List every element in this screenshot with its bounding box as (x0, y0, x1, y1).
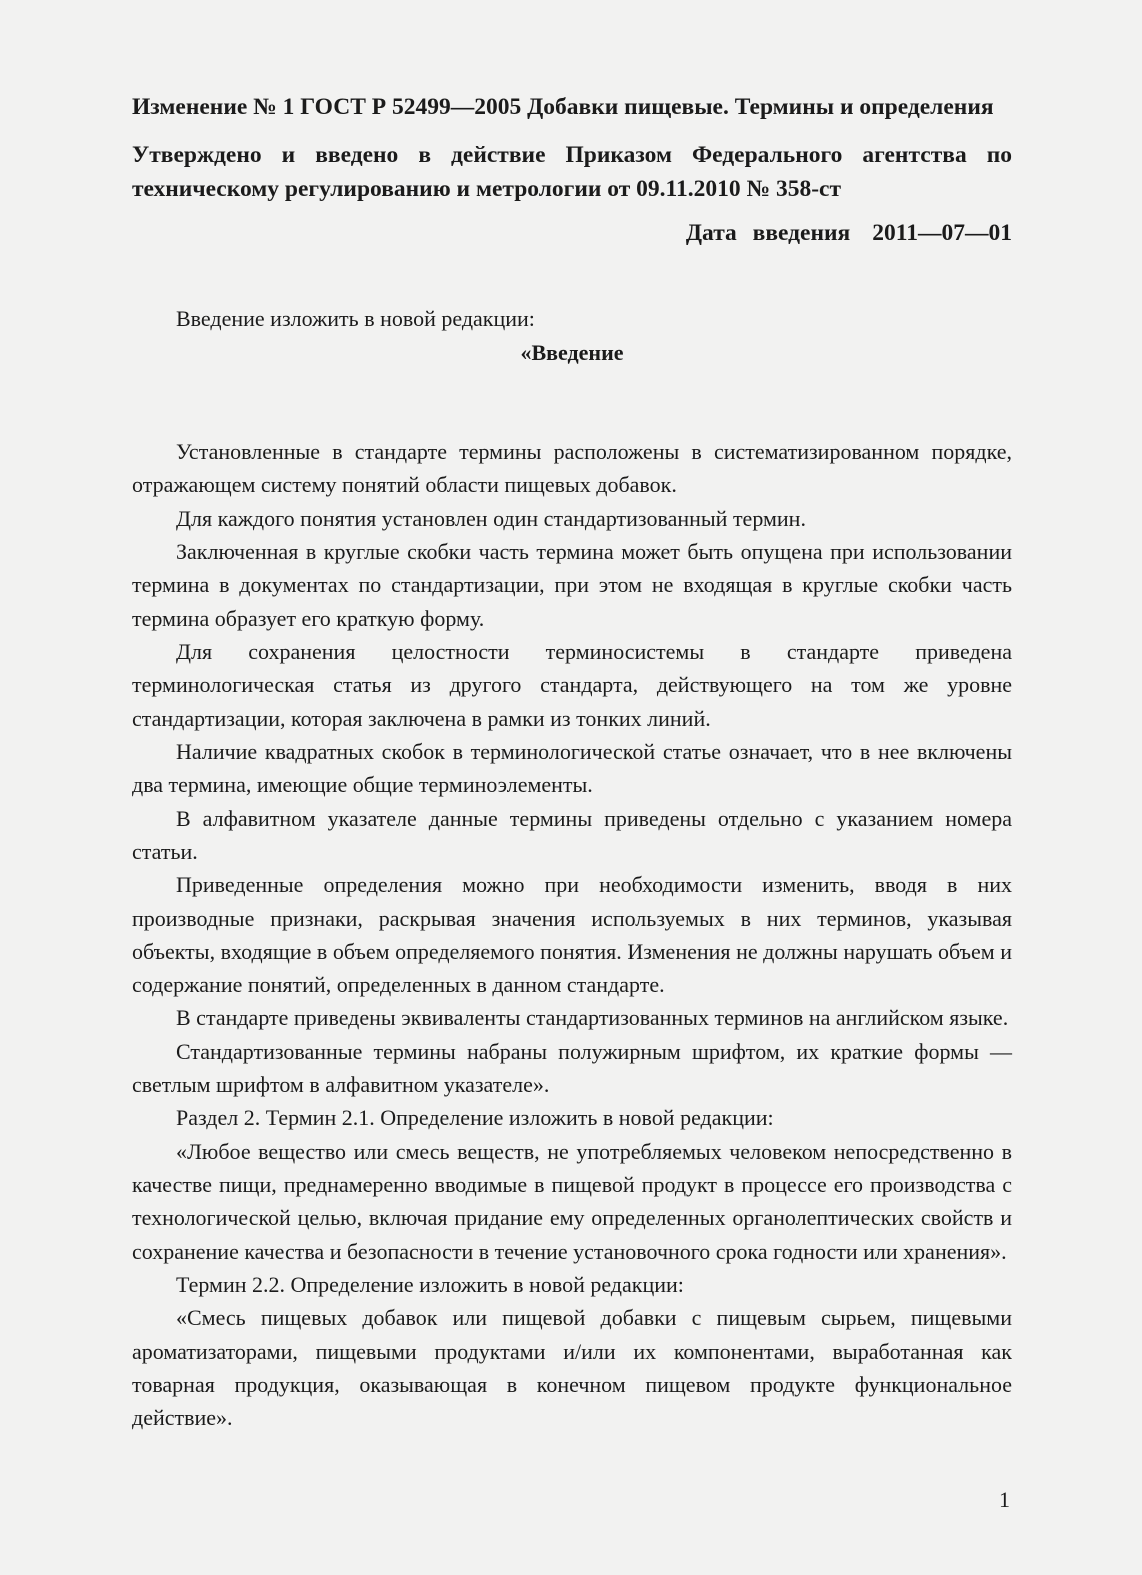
paragraph: «Смесь пищевых добавок или пищевой добавки с пищевым сырьем, пищевыми ароматизаторами, пищевыми продуктами и/или их компонентами, выработанная как товарная продукция, оказывающая в конечном пищевом продукте функциональное действие». (132, 1305, 1012, 1431)
paragraph: В алфавитном указателе данные термины приведены отдельно с указанием номера статьи. (132, 805, 1012, 864)
paragraph: Стандартизованные термины набраны полужирным шрифтом, их краткие формы — светлым шрифтом в алфавитном указателе». (132, 1038, 1012, 1098)
effective-date-value: 2011—07—01 (872, 220, 1012, 247)
paragraph: Приведенные определения можно при необходимости изменить, вводя в них производные признаки, раскрывая значения используемых в них терминов, указывая объекты, входящие в объем определяемого понятия. Изменения не должны нарушать объем и содержание понятий, определенных в данном стандарте. (132, 872, 1012, 998)
intro-instruction: Введение изложить в новой редакции: (176, 306, 535, 332)
document-title: Изменение № 1 ГОСТ Р 52499—2005 Добавки пищевые. Термины и определения (132, 94, 994, 120)
paragraph: Термин 2.2. Определение изложить в новой редакции: (176, 1272, 684, 1298)
document-body (132, 302, 1012, 1435)
paragraph: В стандарте приведены эквиваленты стандартизованных терминов на английском языке. (176, 1005, 1009, 1031)
paragraph: Раздел 2. Термин 2.1. Определение изложить в новой редакции: (176, 1105, 774, 1131)
paragraph: Установленные в стандарте термины расположены в систематизированном порядке, отражающем систему понятий области пищевых добавок. (132, 438, 1012, 498)
approval-statement: Утверждено и введено в действие Приказом Федерального агентства по техническому регулированию и метрологии от 09.11.2010 № 358-ст (132, 142, 1012, 203)
paragraph: «Любое вещество или смесь веществ, не употребляемых человеком непосредственно в качестве пищи, преднамеренно вводимые в пищевой продукт в процессе его производства с технологической целью, включая придание ему определенных органолептических свойств и сохранение качества и безопасности в течение установочного срока годности или хранения». (132, 1138, 1012, 1264)
effective-date-label: Дата введения (685, 220, 851, 247)
paragraph: Наличие квадратных скобок в терминологической статье означает, что в нее включены два термина, имеющие общие терминоэлементы. (132, 738, 1012, 798)
effective-date-line (132, 216, 1012, 250)
paragraph: Заключенная в круглые скобки часть термина может быть опущена при использовании термина в документах по стандартизации, при этом не входящая в круглые скобки часть термина образует его краткую форму. (132, 538, 1012, 631)
page-number: 1 (999, 1487, 1010, 1512)
paragraph: Для сохранения целостности терминосистемы в стандарте приведена терминологическая статья из другого стандарта, действующего на том же уровне стандартизации, которая заключена в рамки из тонких линий. (132, 638, 1012, 731)
paragraph: Для каждого понятия установлен один стандартизованный термин. (176, 505, 806, 531)
section-heading: «Введение (520, 339, 624, 365)
